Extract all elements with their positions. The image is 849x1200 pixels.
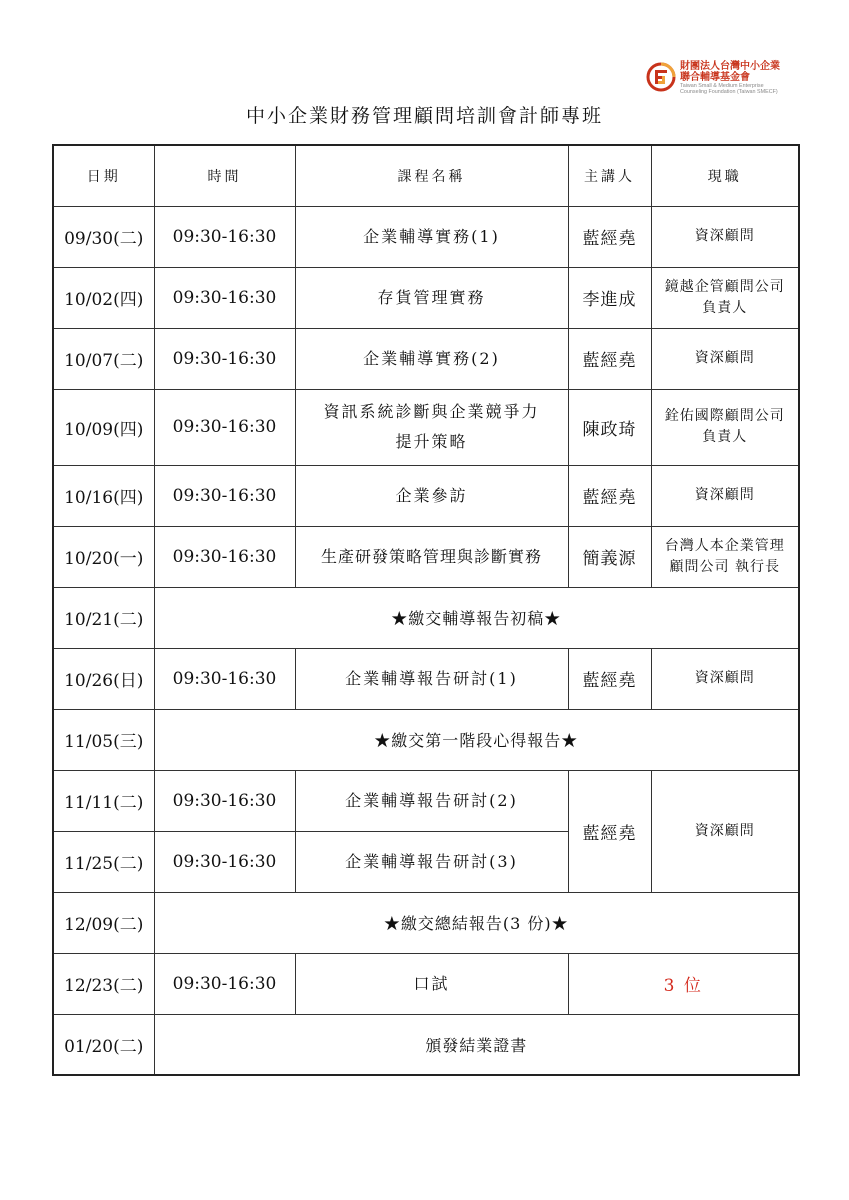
course-cell: 企業輔導報告研討(2) xyxy=(295,770,568,831)
table-row xyxy=(53,709,799,770)
course-line-2: 提升策略 xyxy=(395,432,468,451)
position-line-2: 顧問公司 執行長 xyxy=(669,558,780,575)
speaker-cell: 藍經堯 xyxy=(568,770,651,892)
event-cell: 頒發結業證書 xyxy=(154,1014,799,1075)
speaker-cell: 藍經堯 xyxy=(568,465,651,526)
course-cell: 企業輔導報告研討(3) xyxy=(295,831,568,892)
table-row xyxy=(53,953,799,1014)
position-cell xyxy=(651,389,799,465)
logo-name-en-2: Counseling Foundation (Taiwan SMECF) xyxy=(680,89,778,96)
position-cell: 資深顧問 xyxy=(651,328,799,389)
speaker-cell: 藍經堯 xyxy=(568,206,651,267)
date-cell: 09/30(二) xyxy=(53,206,154,267)
table-row xyxy=(53,465,799,526)
oral-exam-note: 3 位 xyxy=(568,953,799,1014)
date-cell: 11/05(三) xyxy=(53,709,154,770)
table-header-row xyxy=(53,145,799,206)
logo-text xyxy=(680,61,798,95)
position-line-2: 負責人 xyxy=(702,429,748,445)
event-cell: ★繳交總結報告(3 份)★ xyxy=(154,892,799,953)
position-line-1: 銓佑國際顧問公司 xyxy=(664,408,785,424)
logo-name-zh-1: 財團法人台灣中小企業 xyxy=(680,61,780,72)
course-cell: 存貨管理實務 xyxy=(295,267,568,328)
position-cell: 資深顧問 xyxy=(651,770,799,892)
header-course: 課程名稱 xyxy=(295,145,568,206)
course-cell: 企業參訪 xyxy=(295,465,568,526)
position-line-2: 負責人 xyxy=(702,299,748,316)
table-row xyxy=(53,389,799,465)
course-cell: 企業輔導實務(2) xyxy=(295,328,568,389)
document-title: 中小企業財務管理顧問培訓會計師專班 xyxy=(245,105,603,127)
time-cell: 09:30-16:30 xyxy=(154,206,295,267)
date-cell: 10/21(二) xyxy=(53,587,154,648)
course-cell xyxy=(295,389,568,465)
header-time: 時間 xyxy=(154,145,295,206)
date-cell: 11/25(二) xyxy=(53,831,154,892)
position-line-1: 鏡越企管顧問公司 xyxy=(664,278,785,295)
speaker-cell: 陳政琦 xyxy=(568,389,651,465)
course-schedule-table xyxy=(52,144,800,1076)
table-row xyxy=(53,770,799,831)
table-row xyxy=(53,328,799,389)
time-cell: 09:30-16:30 xyxy=(154,770,295,831)
course-cell: 企業輔導實務(1) xyxy=(295,206,568,267)
table-row xyxy=(53,892,799,953)
position-cell: 資深顧問 xyxy=(651,648,799,709)
foundation-logo xyxy=(646,60,796,100)
date-cell: 11/11(二) xyxy=(53,770,154,831)
position-cell: 資深顧問 xyxy=(651,465,799,526)
course-line-1: 資訊系統診斷與企業競爭力 xyxy=(323,402,540,421)
time-cell: 09:30-16:30 xyxy=(154,267,295,328)
logo-name-zh-2: 聯合輔導基金會 xyxy=(680,72,750,83)
speaker-cell: 簡義源 xyxy=(568,526,651,587)
time-cell: 09:30-16:30 xyxy=(154,831,295,892)
date-cell: 10/02(四) xyxy=(53,267,154,328)
time-cell: 09:30-16:30 xyxy=(154,648,295,709)
table-row xyxy=(53,267,799,328)
position-line-1: 台灣人本企業管理 xyxy=(664,537,785,554)
smecf-logo-icon xyxy=(646,62,676,92)
date-cell: 10/26(日) xyxy=(53,648,154,709)
position-cell xyxy=(651,526,799,587)
course-cell: 企業輔導報告研討(1) xyxy=(295,648,568,709)
table-row xyxy=(53,206,799,267)
event-cell: ★繳交輔導報告初稿★ xyxy=(154,587,799,648)
date-cell: 10/20(一) xyxy=(53,526,154,587)
date-cell: 10/07(二) xyxy=(53,328,154,389)
header-speaker: 主講人 xyxy=(568,145,651,206)
speaker-cell: 李進成 xyxy=(568,267,651,328)
logo-name-en-1: Taiwan Small & Medium Enterprise xyxy=(680,83,764,89)
position-cell: 資深顧問 xyxy=(651,206,799,267)
speaker-cell: 藍經堯 xyxy=(568,328,651,389)
table-row xyxy=(53,648,799,709)
course-cell: 生產研發策略管理與診斷實務 xyxy=(295,526,568,587)
speaker-cell: 藍經堯 xyxy=(568,648,651,709)
time-cell: 09:30-16:30 xyxy=(154,526,295,587)
date-cell: 12/23(二) xyxy=(53,953,154,1014)
header-date: 日期 xyxy=(53,145,154,206)
header-position: 現職 xyxy=(651,145,799,206)
date-cell: 12/09(二) xyxy=(53,892,154,953)
position-cell xyxy=(651,267,799,328)
date-cell: 10/09(四) xyxy=(53,389,154,465)
table-row xyxy=(53,587,799,648)
event-cell: ★繳交第一階段心得報告★ xyxy=(154,709,799,770)
course-cell: 口試 xyxy=(295,953,568,1014)
time-cell: 09:30-16:30 xyxy=(154,465,295,526)
time-cell: 09:30-16:30 xyxy=(154,328,295,389)
time-cell: 09:30-16:30 xyxy=(154,389,295,465)
table-row xyxy=(53,1014,799,1075)
time-cell: 09:30-16:30 xyxy=(154,953,295,1014)
date-cell: 01/20(二) xyxy=(53,1014,154,1075)
table-row xyxy=(53,526,799,587)
date-cell: 10/16(四) xyxy=(53,465,154,526)
